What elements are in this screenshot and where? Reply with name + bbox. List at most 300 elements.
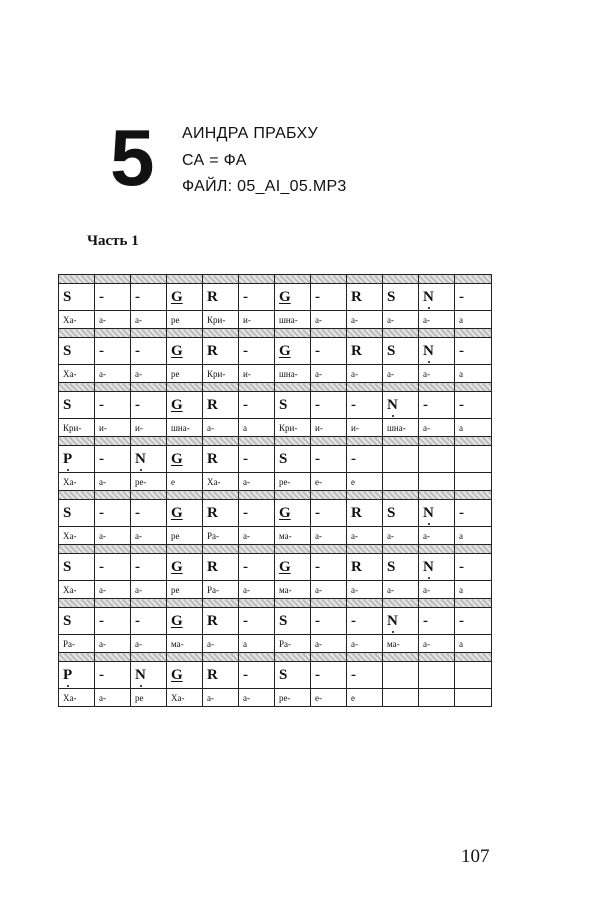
swara-cell xyxy=(455,608,492,635)
lyric-cell: Ха- xyxy=(167,689,203,707)
swara-cell xyxy=(95,392,131,419)
separator-cell xyxy=(59,653,95,662)
lyric-cell: а- xyxy=(347,581,383,599)
lyric-cell: а- xyxy=(311,581,347,599)
swara-note: G xyxy=(171,558,183,575)
swara-cell xyxy=(347,284,383,311)
swara-cell xyxy=(455,338,492,365)
lyric-cell: е xyxy=(347,689,383,707)
swara-note: - xyxy=(99,558,104,575)
swara-note: R xyxy=(207,558,218,575)
lyric-cell: а- xyxy=(95,635,131,653)
swara-note: - xyxy=(99,288,104,305)
swara-note: - xyxy=(315,288,320,305)
swara-note: N xyxy=(135,450,146,467)
swara-note: - xyxy=(135,558,140,575)
separator-cell xyxy=(347,545,383,554)
swara-note: - xyxy=(135,504,140,521)
separator-cell xyxy=(95,491,131,500)
swara-note: - xyxy=(423,396,428,413)
swara-cell xyxy=(275,284,311,311)
swara-note: N xyxy=(423,342,434,359)
swara-note: S xyxy=(387,288,396,305)
swara-note: - xyxy=(243,666,248,683)
separator-cell xyxy=(203,275,239,284)
lyric-cell: а- xyxy=(131,527,167,545)
lyric-cell: е- xyxy=(311,689,347,707)
swara-cell xyxy=(347,500,383,527)
swara-cell xyxy=(347,554,383,581)
separator-cell xyxy=(383,383,419,392)
lyric-cell: а- xyxy=(239,527,275,545)
separator-cell xyxy=(383,599,419,608)
separator-cell xyxy=(419,653,455,662)
swara-cell xyxy=(311,500,347,527)
separator-cell xyxy=(311,491,347,500)
page-number: 107 xyxy=(461,846,490,867)
separator-cell xyxy=(347,383,383,392)
separator-cell xyxy=(95,545,131,554)
swara-note: - xyxy=(315,504,320,521)
separator-cell xyxy=(59,275,95,284)
lyric-cell: а xyxy=(239,635,275,653)
swara-note: R xyxy=(351,288,362,305)
lyric-cell: а xyxy=(239,419,275,437)
lyric-cell: Кри- xyxy=(203,311,239,329)
lyric-cell: ма- xyxy=(167,635,203,653)
separator-cell xyxy=(131,437,167,446)
swara-cell xyxy=(383,338,419,365)
lyric-cell: Ха- xyxy=(203,473,239,491)
lyric-row xyxy=(59,473,492,491)
lyric-cell: а xyxy=(455,581,492,599)
lyric-cell: Ха- xyxy=(59,527,95,545)
separator-cell xyxy=(383,545,419,554)
lyric-cell: ма- xyxy=(383,635,419,653)
separator-cell xyxy=(239,437,275,446)
part-title: Часть 1 xyxy=(87,233,139,249)
swara-note: S xyxy=(63,558,72,575)
swara-cell xyxy=(167,392,203,419)
swara-row xyxy=(59,338,492,365)
separator-cell xyxy=(239,545,275,554)
swara-note: G xyxy=(171,666,183,683)
swara-cell xyxy=(419,338,455,365)
lyric-cell: е xyxy=(347,473,383,491)
swara-cell xyxy=(275,662,311,689)
separator-cell xyxy=(311,545,347,554)
lyric-cell: ре xyxy=(167,581,203,599)
lyric-cell: шна- xyxy=(275,365,311,383)
swara-note: - xyxy=(315,396,320,413)
lyric-cell: и- xyxy=(131,419,167,437)
lyric-cell: а- xyxy=(419,365,455,383)
swara-note: S xyxy=(387,342,396,359)
swara-cell xyxy=(311,392,347,419)
swara-cell xyxy=(203,608,239,635)
swara-note: - xyxy=(135,288,140,305)
lyric-cell: а- xyxy=(311,311,347,329)
swara-note: S xyxy=(279,612,288,629)
swara-note: - xyxy=(315,450,320,467)
swara-cell xyxy=(383,554,419,581)
separator-cell xyxy=(419,599,455,608)
lyric-cell: ма- xyxy=(275,527,311,545)
lyric-cell xyxy=(383,473,419,491)
lyric-cell: шна- xyxy=(167,419,203,437)
row-separator xyxy=(59,275,492,284)
swara-note: G xyxy=(171,396,183,413)
swara-note: G xyxy=(279,288,291,305)
lyric-cell: а xyxy=(455,419,492,437)
separator-cell xyxy=(131,329,167,338)
lyric-cell: Ра- xyxy=(203,527,239,545)
lyric-cell: а- xyxy=(239,473,275,491)
lyric-cell: а- xyxy=(95,365,131,383)
swara-row xyxy=(59,446,492,473)
swara-row xyxy=(59,608,492,635)
separator-cell xyxy=(239,329,275,338)
separator-cell xyxy=(455,599,492,608)
separator-cell xyxy=(383,653,419,662)
separator-cell xyxy=(95,329,131,338)
lyric-cell: ре xyxy=(167,365,203,383)
swara-note: - xyxy=(243,450,248,467)
swara-note: - xyxy=(351,396,356,413)
swara-row xyxy=(59,392,492,419)
swara-note: G xyxy=(279,504,291,521)
separator-cell xyxy=(167,437,203,446)
row-separator xyxy=(59,545,492,554)
swara-note: S xyxy=(387,558,396,575)
swara-note: P xyxy=(63,666,73,683)
swara-note: R xyxy=(207,342,218,359)
swara-note: G xyxy=(171,504,183,521)
lyric-cell: а- xyxy=(131,311,167,329)
row-separator xyxy=(59,491,492,500)
separator-cell xyxy=(275,275,311,284)
lyric-cell: Ха- xyxy=(59,365,95,383)
separator-cell xyxy=(95,599,131,608)
lyric-cell: а xyxy=(455,527,492,545)
swara-cell xyxy=(131,338,167,365)
separator-cell xyxy=(347,599,383,608)
swara-note: R xyxy=(207,504,218,521)
separator-cell xyxy=(275,599,311,608)
swara-note: N xyxy=(423,558,434,575)
separator-cell xyxy=(167,329,203,338)
swara-cell xyxy=(203,500,239,527)
separator-cell xyxy=(131,599,167,608)
separator-cell xyxy=(383,437,419,446)
swara-cell xyxy=(347,446,383,473)
swara-cell xyxy=(131,500,167,527)
lyric-cell: Ха- xyxy=(59,473,95,491)
swara-note: - xyxy=(315,612,320,629)
swara-cell xyxy=(275,500,311,527)
swara-cell xyxy=(59,338,95,365)
separator-cell xyxy=(455,545,492,554)
swara-cell xyxy=(167,608,203,635)
swara-cell xyxy=(59,392,95,419)
lyric-cell: а- xyxy=(95,689,131,707)
lyric-cell: а- xyxy=(347,527,383,545)
separator-cell xyxy=(347,275,383,284)
separator-cell xyxy=(239,491,275,500)
separator-cell xyxy=(455,275,492,284)
swara-cell xyxy=(95,338,131,365)
lyric-cell: Ра- xyxy=(275,635,311,653)
swara-cell xyxy=(455,500,492,527)
separator-cell xyxy=(203,491,239,500)
lyric-cell: е xyxy=(167,473,203,491)
lyric-cell: а- xyxy=(383,527,419,545)
separator-cell xyxy=(239,275,275,284)
separator-cell xyxy=(203,653,239,662)
swara-cell xyxy=(275,392,311,419)
separator-cell xyxy=(131,275,167,284)
separator-cell xyxy=(275,437,311,446)
lyric-cell: а- xyxy=(311,365,347,383)
swara-cell xyxy=(383,500,419,527)
row-separator xyxy=(59,599,492,608)
separator-cell xyxy=(455,437,492,446)
lyric-cell: а- xyxy=(383,581,419,599)
swara-cell xyxy=(167,284,203,311)
swara-cell xyxy=(239,338,275,365)
swara-note: - xyxy=(243,342,248,359)
separator-cell xyxy=(275,383,311,392)
lyric-cell: Ра- xyxy=(203,581,239,599)
swara-note: G xyxy=(279,342,291,359)
swara-cell xyxy=(167,662,203,689)
separator-cell xyxy=(59,383,95,392)
swara-cell xyxy=(347,338,383,365)
swara-note: - xyxy=(243,612,248,629)
swara-note: - xyxy=(135,342,140,359)
swara-cell xyxy=(239,662,275,689)
row-separator xyxy=(59,329,492,338)
separator-cell xyxy=(167,653,203,662)
separator-cell xyxy=(311,275,347,284)
separator-cell xyxy=(347,653,383,662)
lyric-cell: а- xyxy=(131,581,167,599)
swara-cell xyxy=(275,446,311,473)
lyric-cell: а- xyxy=(311,635,347,653)
lyric-row xyxy=(59,527,492,545)
separator-cell xyxy=(203,329,239,338)
lyric-cell: ре- xyxy=(275,473,311,491)
lyric-cell: а- xyxy=(419,527,455,545)
lyric-cell: а- xyxy=(95,527,131,545)
separator-cell xyxy=(347,437,383,446)
separator-cell xyxy=(239,383,275,392)
swara-note: S xyxy=(63,288,72,305)
swara-cell xyxy=(347,392,383,419)
separator-cell xyxy=(59,545,95,554)
swara-note: N xyxy=(423,504,434,521)
swara-cell xyxy=(311,446,347,473)
lyric-row xyxy=(59,635,492,653)
lyric-cell: а- xyxy=(203,635,239,653)
lyric-row xyxy=(59,581,492,599)
lyric-cell: ре- xyxy=(131,473,167,491)
separator-cell xyxy=(275,491,311,500)
swara-cell xyxy=(455,446,492,473)
separator-cell xyxy=(383,491,419,500)
separator-cell xyxy=(311,653,347,662)
separator-cell xyxy=(419,437,455,446)
swara-note: N xyxy=(423,288,434,305)
swara-cell xyxy=(383,392,419,419)
swara-note: N xyxy=(387,612,398,629)
swara-note: - xyxy=(459,558,464,575)
swara-cell xyxy=(203,446,239,473)
audio-file-name: ФАЙЛ: 05_AI_05.MP3 xyxy=(182,178,347,195)
swara-note: - xyxy=(459,288,464,305)
separator-cell xyxy=(239,599,275,608)
lyric-cell: а- xyxy=(347,365,383,383)
separator-cell xyxy=(419,383,455,392)
swara-note: - xyxy=(459,396,464,413)
swara-note: - xyxy=(243,396,248,413)
swara-note: R xyxy=(351,558,362,575)
swara-row xyxy=(59,662,492,689)
swara-cell xyxy=(167,446,203,473)
row-separator xyxy=(59,383,492,392)
separator-cell xyxy=(455,653,492,662)
lyric-cell: а xyxy=(455,365,492,383)
swara-cell xyxy=(311,338,347,365)
lyric-row xyxy=(59,365,492,383)
swara-cell xyxy=(383,284,419,311)
swara-note: - xyxy=(459,504,464,521)
separator-cell xyxy=(311,599,347,608)
swara-note: - xyxy=(135,396,140,413)
lyric-cell xyxy=(455,689,492,707)
notation-table xyxy=(58,274,492,707)
lyric-cell: ре- xyxy=(275,689,311,707)
lyric-cell: ма- xyxy=(275,581,311,599)
swara-note: S xyxy=(387,504,396,521)
lyric-cell: а- xyxy=(95,311,131,329)
separator-cell xyxy=(167,545,203,554)
separator-cell xyxy=(95,437,131,446)
lyric-cell: е- xyxy=(311,473,347,491)
swara-note: - xyxy=(315,558,320,575)
lyric-cell: а- xyxy=(419,419,455,437)
separator-cell xyxy=(95,653,131,662)
swara-note: - xyxy=(351,666,356,683)
lyric-cell xyxy=(419,473,455,491)
separator-cell xyxy=(419,275,455,284)
swara-note: - xyxy=(243,558,248,575)
separator-cell xyxy=(131,653,167,662)
lyric-cell: ре xyxy=(167,527,203,545)
lyric-cell: Кри- xyxy=(59,419,95,437)
separator-cell xyxy=(203,437,239,446)
separator-cell xyxy=(131,383,167,392)
lyric-cell xyxy=(383,689,419,707)
lyric-cell: и- xyxy=(239,311,275,329)
swara-cell xyxy=(131,284,167,311)
swara-cell xyxy=(203,392,239,419)
swara-note: - xyxy=(99,396,104,413)
swara-note: G xyxy=(171,450,183,467)
lyric-cell: а- xyxy=(239,689,275,707)
separator-cell xyxy=(455,383,492,392)
swara-row xyxy=(59,554,492,581)
lyric-cell: и- xyxy=(239,365,275,383)
swara-cell xyxy=(455,392,492,419)
swara-cell xyxy=(95,446,131,473)
swara-cell xyxy=(131,662,167,689)
lyric-cell: а- xyxy=(419,581,455,599)
swara-cell xyxy=(455,662,492,689)
lyric-row xyxy=(59,689,492,707)
swara-cell xyxy=(419,392,455,419)
swara-cell xyxy=(239,284,275,311)
separator-cell xyxy=(419,545,455,554)
separator-cell xyxy=(203,383,239,392)
lyric-row xyxy=(59,419,492,437)
separator-cell xyxy=(419,329,455,338)
swara-cell xyxy=(59,500,95,527)
swara-note: S xyxy=(63,342,72,359)
swara-cell xyxy=(203,662,239,689)
swara-cell xyxy=(455,284,492,311)
lyric-cell: а- xyxy=(131,365,167,383)
swara-cell xyxy=(131,446,167,473)
separator-cell xyxy=(95,383,131,392)
swara-note: R xyxy=(351,342,362,359)
swara-cell xyxy=(95,608,131,635)
swara-cell xyxy=(131,554,167,581)
lyric-cell xyxy=(419,689,455,707)
swara-cell xyxy=(59,446,95,473)
swara-cell xyxy=(419,284,455,311)
lyric-cell: Ха- xyxy=(59,689,95,707)
swara-cell xyxy=(239,608,275,635)
swara-cell xyxy=(203,554,239,581)
separator-cell xyxy=(59,437,95,446)
separator-cell xyxy=(275,653,311,662)
lyric-cell: шна- xyxy=(383,419,419,437)
swara-note: S xyxy=(279,396,288,413)
separator-cell xyxy=(239,653,275,662)
lyric-cell: и- xyxy=(95,419,131,437)
swara-note: R xyxy=(207,666,218,683)
swara-note: N xyxy=(135,666,146,683)
swara-cell xyxy=(131,392,167,419)
swara-note: P xyxy=(63,450,73,467)
swara-cell xyxy=(59,284,95,311)
swara-note: - xyxy=(99,450,104,467)
lyric-cell: и- xyxy=(311,419,347,437)
swara-note: - xyxy=(459,342,464,359)
lyric-cell: а- xyxy=(347,311,383,329)
swara-cell xyxy=(95,554,131,581)
swara-cell xyxy=(383,662,419,689)
separator-cell xyxy=(167,491,203,500)
swara-note: R xyxy=(207,396,218,413)
swara-note: - xyxy=(135,612,140,629)
swara-note: S xyxy=(279,450,288,467)
separator-cell xyxy=(275,329,311,338)
separator-cell xyxy=(275,545,311,554)
swara-note: - xyxy=(243,288,248,305)
swara-cell xyxy=(239,554,275,581)
